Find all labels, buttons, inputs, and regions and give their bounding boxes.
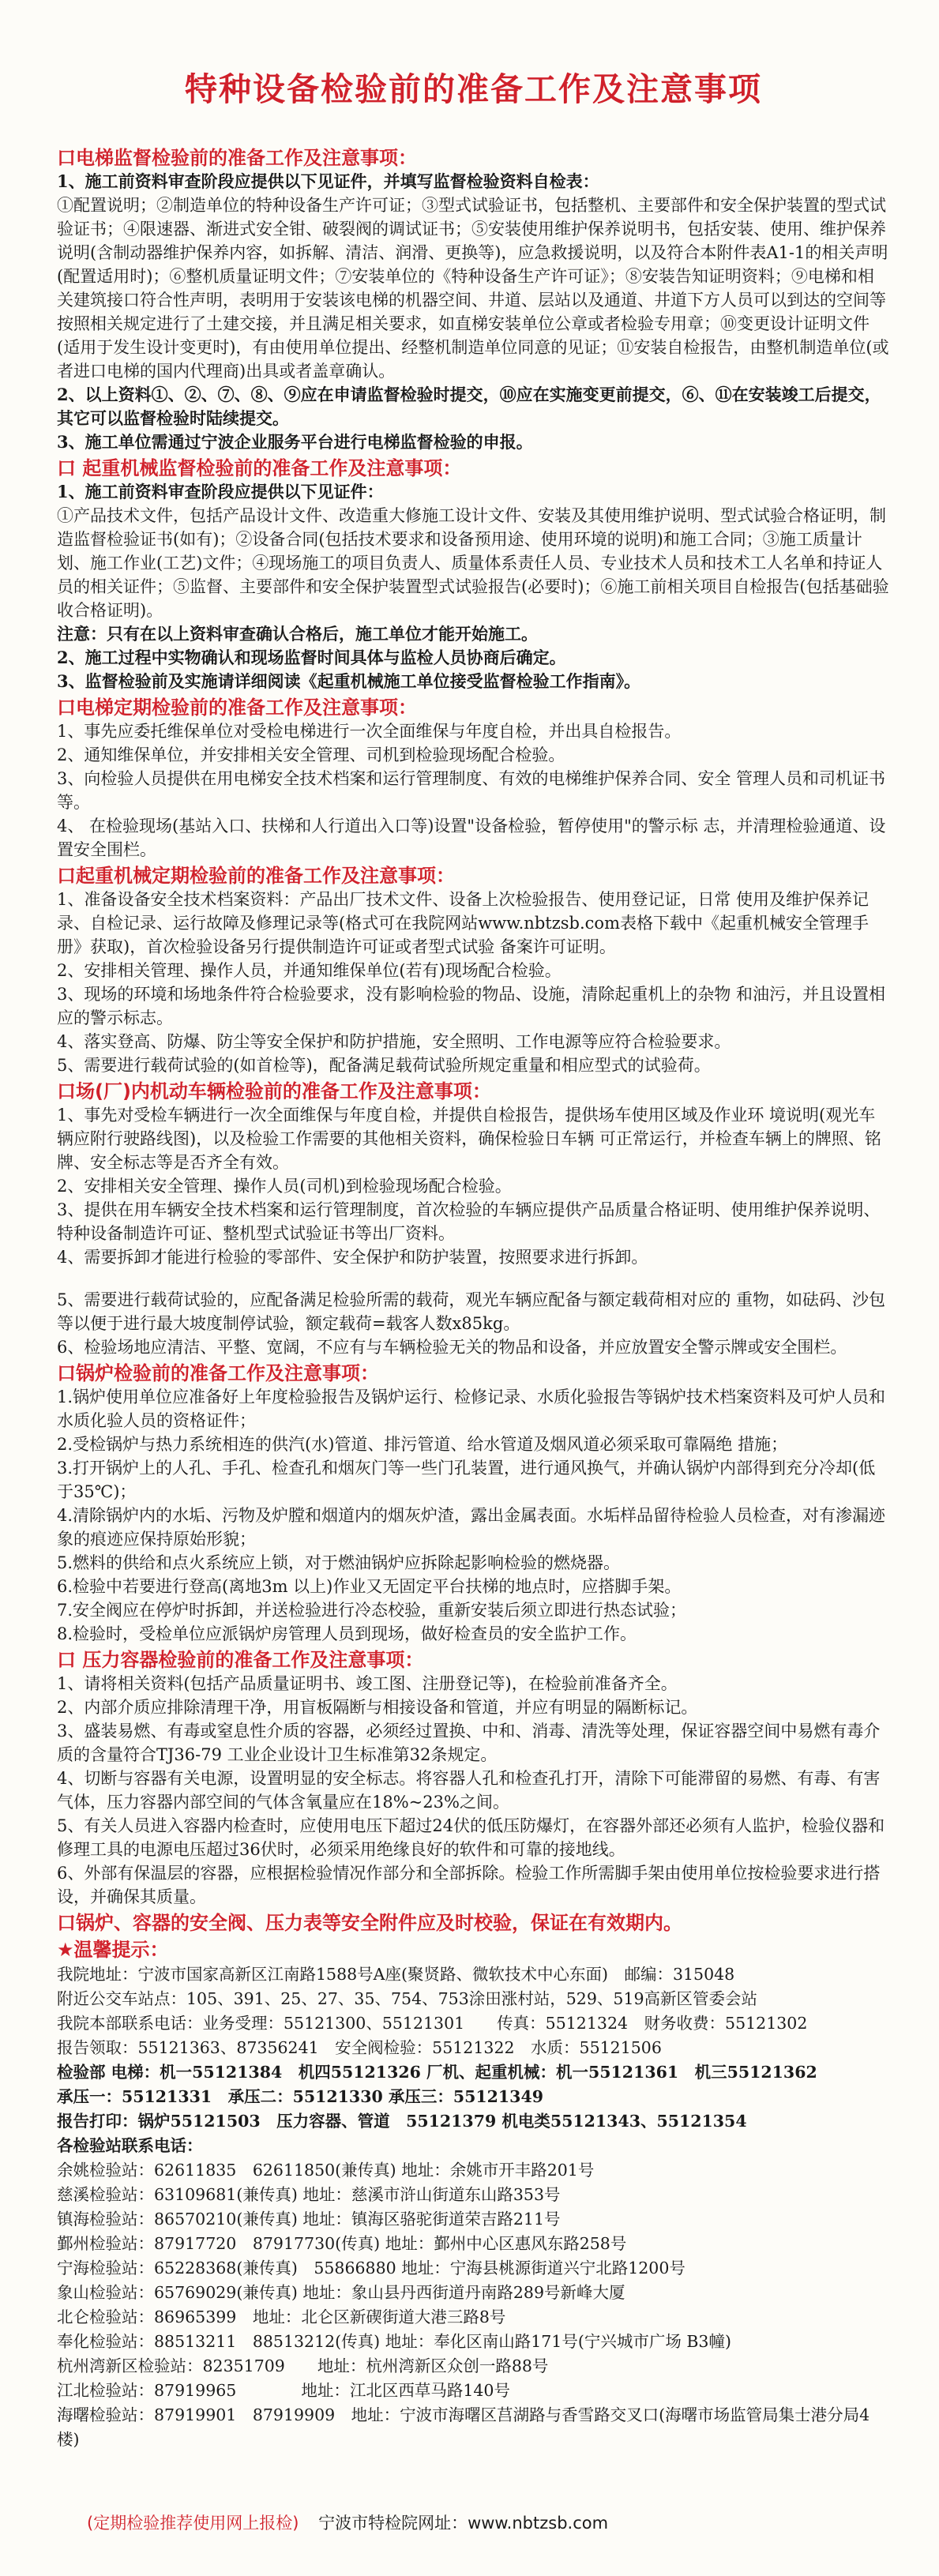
- section-paragraph: 2、内部介质应排除清理干净，用盲板隔断与相接设备和管道，并应有明显的隔断标记。: [57, 1698, 698, 1717]
- section: [57, 1648, 890, 1909]
- section-paragraph: 1、施工前资料审查阶段应提供以下见证件，并填写监督检验资料自检表：: [57, 171, 599, 191]
- info-line: 象山检验站：65769029(兼传真) 地址：象山县丹西街道丹南路289号新峰大厦: [57, 2283, 625, 2302]
- info-line: 各检验站联系电话：: [57, 2136, 203, 2155]
- info-line: 北仑检验站：86965399 地址：北仑区新碶街道大港三路8号: [57, 2308, 506, 2326]
- section-paragraph: 2.受检锅炉与热力系统相连的供汽(水)管道、排污管道、给水管道及烟风道必须采取可靠隔绝 措施；: [57, 1435, 788, 1454]
- page-title: 特种设备检验前的准备工作及注意事项: [185, 70, 762, 108]
- section-heading: 口 压力容器检验前的准备工作及注意事项：: [57, 1649, 424, 1671]
- section-paragraph: 1、施工前资料审查阶段应提供以下见证件：: [57, 482, 384, 501]
- section-paragraph: 5、需要进行载荷试验的(如首检等)，配备满足载荷试验所规定重量和相应型式的试验荷。: [57, 1056, 711, 1075]
- info-line: 慈溪检验站：63109681(兼传真) 地址：慈溪市浒山街道东山路353号: [57, 2185, 561, 2204]
- info-line: 鄞州检验站：87917720 87917730(传真) 地址：鄞州中心区惠风东路258号: [57, 2234, 627, 2253]
- section-heading: 口电梯定期检验前的准备工作及注意事项：: [57, 697, 417, 719]
- info-line: 海曙检验站：87919901 87919909 地址：宁波市海曙区莒湖路与香雪路交叉口(海曙市场监管局集士港分局4楼): [57, 2405, 870, 2449]
- section: [57, 1080, 890, 1359]
- website-label[interactable]: 宁波市特检院网址：www.nbtzsb.com: [318, 2514, 609, 2533]
- section: [57, 1911, 890, 1935]
- section-paragraph: 5.燃料的供给和点火系统应上锁，对于燃油锅炉应拆除起影响检验的燃烧器。: [57, 1553, 621, 1572]
- section-paragraph: 2、通知维保单位，并安排相关安全管理、司机到检验现场配合检验。: [57, 745, 565, 764]
- section-paragraph: 6.检验中若要进行登高(离地3m 以上)作业又无固定平台扶梯的地点时，应搭脚手架。: [57, 1577, 682, 1596]
- section-paragraph: 3、向检验人员提供在用电梯安全技术档案和运行管理制度、有效的电梯维护保养合同、安全 管理人员和司机证书等。: [57, 769, 886, 812]
- section-heading: 口锅炉检验前的准备工作及注意事项：: [57, 1362, 379, 1384]
- section-paragraph: 2、安排相关安全管理、操作人员(司机)到检验现场配合检验。: [57, 1177, 512, 1196]
- section: [57, 696, 890, 862]
- section-paragraph: 2、以上资料①、②、⑦、⑧、⑨应在申请监督检验时提交，⑩应在实施变更前提交，⑥、⑪在安装竣工后提交，其它可以监督检验时陆续提交。: [57, 385, 881, 428]
- section-paragraph: 6、外部有保温层的容器，应根据检验情况作部分和全部拆除。检验工作所需脚手架由使用单位按检验要求进行搭设，并确保其质量。: [57, 1864, 881, 1906]
- section-paragraph: 3、盛装易燃、有毒或窒息性介质的容器，必须经过置换、中和、消毒、清洗等处理，保证容器空间中易燃有毒介质的含量符合TJ36-79 工业企业设计卫生标准第32条规定。: [57, 1722, 881, 1764]
- info-line: 我院本部联系电话：业务受理：55121300、55121301 传真：55121324 财务收费：55121302: [57, 2014, 808, 2033]
- section-paragraph: 1、事先应委托维保单位对受检电梯进行一次全面维保与年度自检，并出具自检报告。: [57, 722, 682, 741]
- section-paragraph: 1、准备设备安全技术档案资料：产品出厂技术文件、设备上次检验报告、使用登记证，日常 使用及维护保养记录、自检记录、运行故障及修理记录等(格式可在我院网站www.nbtzsb.com表格下载中《起重机械安全管理手册》获取)，首次检验设备另行提供制造许可证或者型式试验 备案许可证明。: [57, 890, 870, 956]
- info-line: 报告打印：锅炉55121503 压力容器、管道 55121379 机电类55121343、55121354: [57, 2112, 747, 2131]
- info-line: 检验部 电梯：机一55121384 机四55121326 厂机、起重机械：机一55121361 机三55121362: [57, 2063, 817, 2082]
- info-line: 杭州湾新区检验站：82351709 地址：杭州湾新区众创一路88号: [57, 2356, 549, 2375]
- section-paragraph: 4.清除锅炉内的水垢、污物及炉膛和烟道内的烟灰炉渣，露出金属表面。水垢样品留待检验人员检查，对有渗漏迹象的痕迹应保持原始形貌；: [57, 1506, 886, 1549]
- info-line: 镇海检验站：86570210(兼传真) 地址：镇海区骆驼街道荣吉路211号: [57, 2210, 561, 2229]
- section-heading: 口锅炉、容器的安全阀、压力表等安全附件应及时校验，保证在有效期内。: [57, 1912, 682, 1934]
- section-paragraph: 1、请将相关资料(包括产品质量证明书、竣工图、注册登记等)，在检验前准备齐全。: [57, 1674, 678, 1693]
- section-paragraph: 1、事先对受检车辆进行一次全面维保与年度自检，并提供自检报告，提供场车使用区域及作业环 境说明(观光车辆应附行驶路线图)，以及检验工作需要的其他相关资料，确保检验日车辆 可正常运行，并检查车辆上的牌照、铭牌、安全标志等是否齐全有效。: [57, 1106, 881, 1172]
- section-heading: 口场(厂)内机动车辆检验前的准备工作及注意事项：: [57, 1080, 491, 1102]
- section-paragraph: 6、检验场地应清洁、平整、宽阔，不应有与车辆检验无关的物品和设备，并应放置安全警示牌或安全围栏。: [57, 1338, 847, 1357]
- section-paragraph: ①产品技术文件，包括产品设计文件、改造重大修施工设计文件、安装及其使用维护说明、型式试验合格证明，制造监督检验证书(如有)；②设备合同(包括技术要求和设备预用途、使用环境的说明)和施工合同；③施工质量计划、施工作业(工艺)文件；④现场施工的项目负责人、质量体系责任人员、专业技术人员和技术工人名单和持证人员的相关证件；⑤监督、主要部件和安全保护装置型式试验报告(必要时)；⑥施工前相关项目自检报告(包括基础验收合格证明)。: [57, 506, 889, 620]
- info-line: 奉化检验站：88513211 88513212(传真) 地址：奉化区南山路171号(宁兴城市广场 B3幢): [57, 2332, 731, 2351]
- section-paragraph: 2、施工过程中实物确认和现场监督时间具体与监检人员协商后确定。: [57, 648, 566, 667]
- section-paragraph: 1.锅炉使用单位应准备好上年度检验报告及锅炉运行、检修记录、水质化验报告等锅炉技术档案资料及可炉人员和水质化验人员的资格证件；: [57, 1388, 886, 1430]
- section: [57, 456, 890, 693]
- sections-container: [57, 146, 890, 1935]
- section-paragraph: 5、需要进行载荷试验的，应配备满足检验所需的载荷，观光车辆应配备与额定载荷相对应的 重物，如砝码、沙包等以便于进行最大坡度制停试验，额定载荷=载客人数x85kg。: [57, 1290, 886, 1333]
- section-paragraph: 4、切断与容器有关电源，设置明显的安全标志。将容器人孔和检查孔打开，清除下可能滞留的易燃、有毒、有害气体，压力容器内部空间的气体含氧量应在18%~23%之间。: [57, 1769, 881, 1812]
- info-lines: [57, 1962, 890, 2452]
- section-heading: 口 起重机械监督检验前的准备工作及注意事项：: [57, 457, 462, 479]
- section-heading: 口电梯监督检验前的准备工作及注意事项：: [57, 147, 417, 169]
- info-line: 余姚检验站：62611835 62611850(兼传真) 地址：余姚市开丰路201号: [57, 2161, 595, 2180]
- info-line: 附近公交车站点：105、391、25、27、35、754、753涂田涨村站，529、519高新区管委会站: [57, 1989, 758, 2008]
- section-paragraph: 3、监督检验前及实施请详细阅读《起重机械施工单位接受监督检验工作指南》。: [57, 671, 641, 691]
- section: [57, 1361, 890, 1646]
- section-paragraph: 4、 在检验现场(基站入口、扶梯和人行道出入口等)设置"设备检验，暂停使用"的警示标 志，并清理检验通道、设置安全围栏。: [57, 817, 886, 859]
- section-paragraph: 4、落实登高、防爆、防尘等安全保护和防护措施，安全照明、工作电源等应符合检验要求。: [57, 1032, 731, 1051]
- section: [57, 864, 890, 1077]
- footer: [87, 2511, 890, 2535]
- section-paragraph: ①配置说明；②制造单位的特种设备生产许可证；③型式试验证书，包括整机、主要部件和安全保护装置的型式试验证书；④限速器、渐进式安全钳、破裂阀的调试证书；⑤安装使用维护保养说明书，包括安装、使用、维护保养说明(含制动器维护保养内容，如拆解、清洁、润滑、更换等)，应急救援说明，以及符合本附件表A1-1的相关声明(配置适用时)；⑥整机质量证明文件；⑦安装单位的《特种设备生产许可证》；⑧安装告知证明资料；⑨电梯和相关建筑接口符合性声明，表明用于安装该电梯的机器空间、井道、层站以及通道、井道下方人员可以到达的空间等按照相关规定进行了土建交接，并且满足相关要求，如直梯安装单位公章或者检验专用章；⑩变更设计证明文件(适用于发生设计变更时)，有由使用单位提出、经整机制造单位同意的见证；⑪安装自检报告，由整机制造单位(或者进口电梯的国内代理商)出具或者盖章确认。: [57, 196, 889, 381]
- section-paragraph: 3、提供在用车辆安全技术档案和运行管理制度，首次检验的车辆应提供产品质量合格证明、使用维护保养说明、特种设备制造许可证、整机型式试验证书等出厂资料。: [57, 1200, 881, 1243]
- section-heading: 口起重机械定期检验前的准备工作及注意事项：: [57, 865, 455, 887]
- info-heading: ★温馨提示：: [57, 1939, 169, 1961]
- section-paragraph: 2、安排相关管理、操作人员，并通知维保单位(若有)现场配合检验。: [57, 961, 562, 980]
- section-paragraph: 5、有关人员进入容器内检查时，应使用电压下超过24伏的低压防爆灯，在容器外部还必须有人监护，检验仪器和修理工具的电源电压超过36伏时，必须采用绝缘良好的软件和可靠的接地线。: [57, 1816, 885, 1859]
- contact-info: [57, 1937, 890, 2452]
- section-paragraph: 注意：只有在以上资料审查确认合格后，施工单位才能开始施工。: [57, 624, 538, 644]
- online-inspection-link[interactable]: (定期检验推荐使用网上报检): [87, 2514, 299, 2533]
- section-paragraph: 3、现场的环境和场地条件符合检验要求，没有影响检验的物品、设施，清除起重机上的杂物 和油污，并且设置相应的警示标志。: [57, 985, 886, 1027]
- info-line: 报告领取：55121363、87356241 安全阀检验：55121322 水质：55121506: [57, 2038, 662, 2057]
- section-paragraph: 8.检验时，受检单位应派锅炉房管理人员到现场，做好检查员的安全监护工作。: [57, 1624, 637, 1643]
- section-paragraph: 3、施工单位需通过宁波企业服务平台进行电梯监督检验的申报。: [57, 432, 533, 452]
- section: [57, 146, 890, 454]
- section-paragraph: 4、需要拆卸才能进行检验的零部件、安全保护和防护装置，按照要求进行拆卸。: [57, 1248, 648, 1267]
- section-paragraph: 3.打开锅炉上的人孔、手孔、检查孔和烟灰门等一些门孔装置，进行通风换气，并确认锅炉内部得到充分冷却(低于35℃)；: [57, 1459, 876, 1501]
- section-paragraph: 7.安全阀应在停炉时拆卸，并送检验进行冷态校验，重新安装后须立即进行热态试验；: [57, 1601, 687, 1620]
- info-line: 我院地址：宁波市国家高新区江南路1588号A座(聚贤路、微软技术中心东面) 邮编：315048: [57, 1965, 735, 1984]
- spacer: [57, 1269, 890, 1288]
- info-line: 宁海检验站：65228368(兼传真) 55866880 地址：宁海县桃源街道兴宁北路1200号: [57, 2259, 685, 2277]
- info-line: 承压一：55121331 承压二：55121330 承压三：55121349: [57, 2087, 543, 2106]
- info-line: 江北检验站：87919965 地址：江北区西草马路140号: [57, 2381, 510, 2400]
